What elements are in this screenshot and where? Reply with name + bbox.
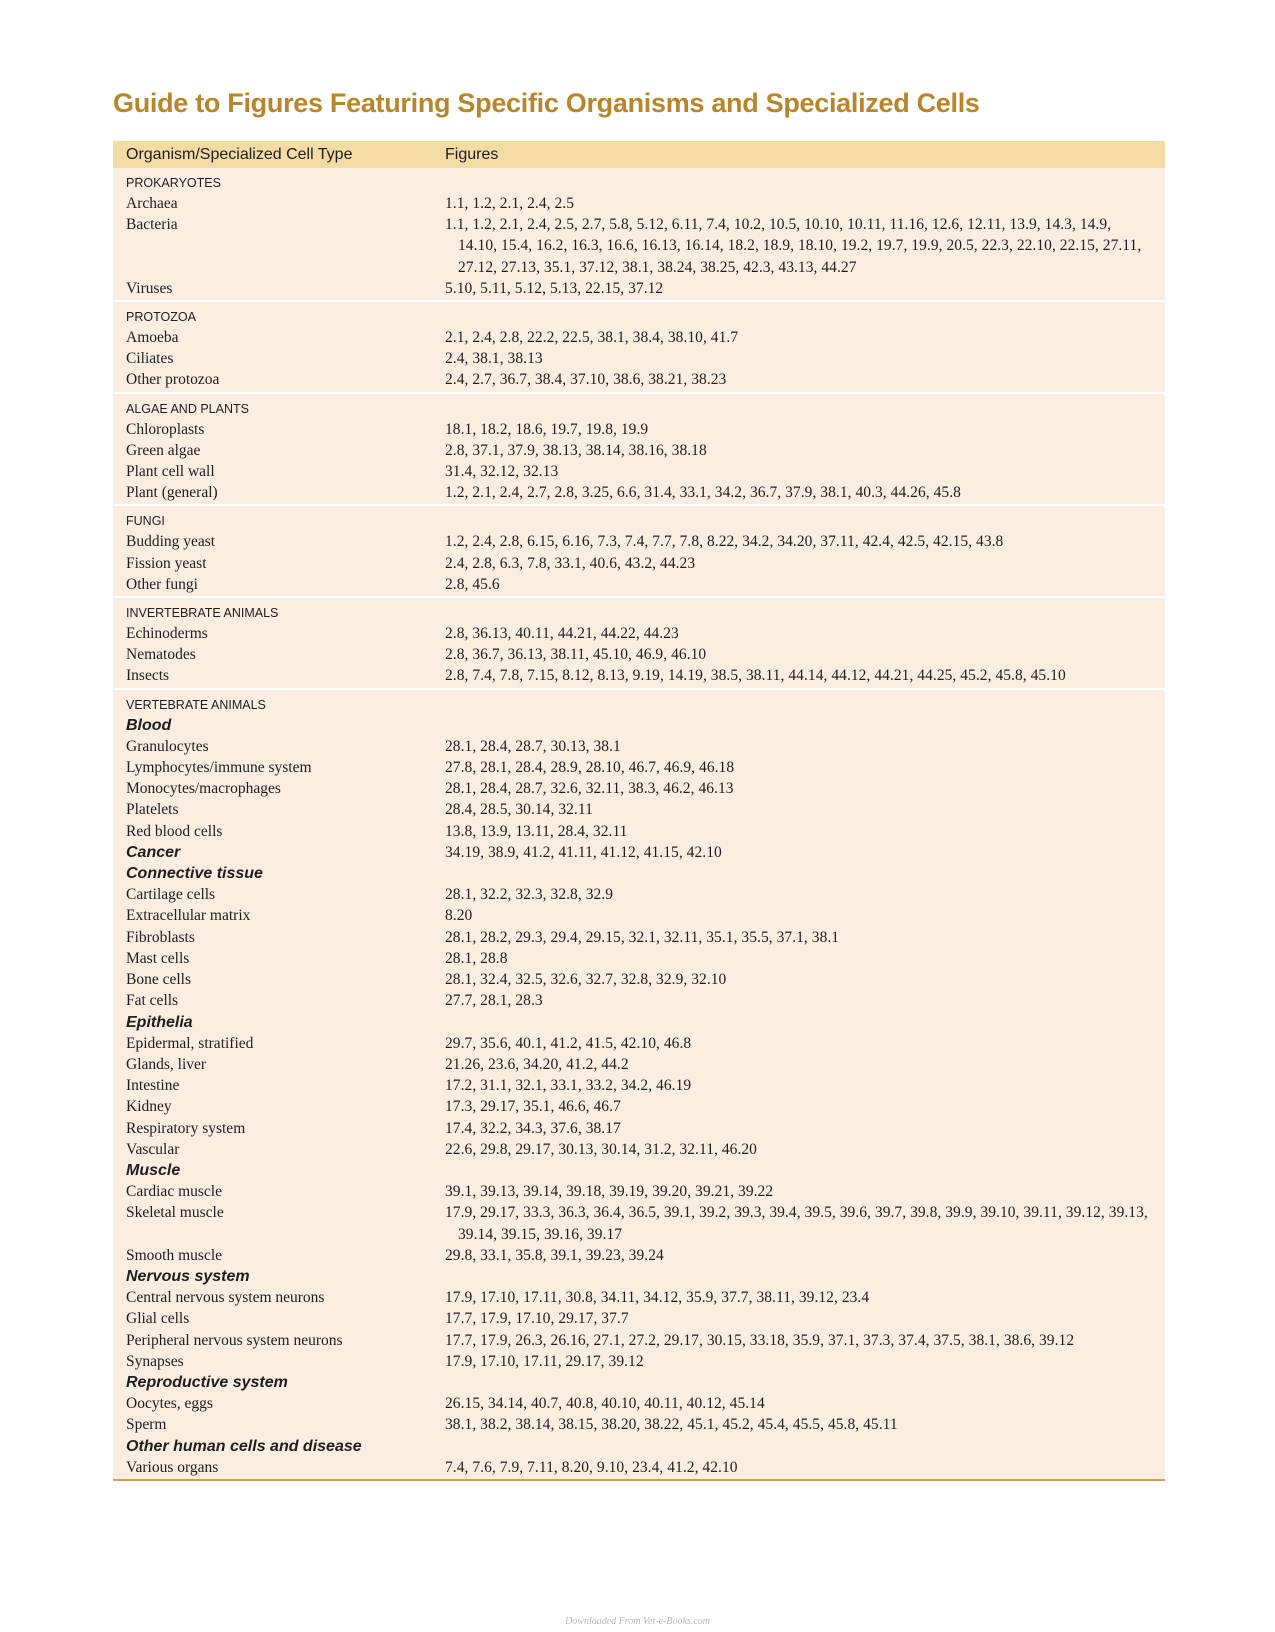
section-heading: PROTOZOA [126, 310, 196, 325]
organism-label: Mast cells [126, 949, 190, 967]
table-row [113, 1202, 1165, 1244]
table-row [113, 1181, 1165, 1202]
table-row [113, 1351, 1165, 1372]
table-row [113, 821, 1165, 842]
table-row [113, 574, 1165, 595]
table-row [113, 1393, 1165, 1414]
figure-list: 27.8, 28.1, 28.4, 28.9, 28.10, 46.7, 46.9, 46.18 [445, 759, 735, 777]
table-row [113, 905, 1165, 926]
organism-label: Amoeba [126, 329, 179, 347]
organism-label: Peripheral nervous system neurons [126, 1331, 343, 1349]
figure-list: 2.4, 2.8, 6.3, 7.8, 33.1, 40.6, 43.2, 44.23 [445, 554, 696, 572]
figure-list: 38.1, 38.2, 38.14, 38.15, 38.20, 38.22, 45.1, 45.2, 45.4, 45.5, 45.8, 45.11 [445, 1416, 898, 1434]
section-heading: PROKARYOTES [126, 176, 221, 190]
figure-list: 17.9, 17.10, 17.11, 30.8, 34.11, 34.12, 35.9, 37.7, 38.11, 39.12, 23.4 [445, 1289, 870, 1307]
organism-label: Oocytes, eggs [126, 1395, 213, 1413]
organism-label: Plant cell wall [126, 463, 215, 481]
organism-label: Fission yeast [126, 554, 207, 572]
organism-label: Chloroplasts [126, 420, 205, 438]
table-row [113, 1139, 1165, 1160]
table-row [113, 927, 1165, 948]
table-section [113, 168, 1165, 300]
organism-label: Extracellular matrix [126, 907, 251, 925]
section-heading: FUNGI [126, 514, 165, 529]
figure-list: 22.6, 29.8, 29.17, 30.13, 30.14, 31.2, 32.11, 46.20 [445, 1140, 757, 1158]
table-row [113, 440, 1165, 461]
subcategory-label: Epithelia [126, 1013, 193, 1031]
table-section [113, 688, 1165, 1479]
figure-list: 28.1, 28.2, 29.3, 29.4, 29.15, 32.1, 32.11, 35.1, 35.5, 37.1, 38.1 [445, 928, 840, 946]
page-title: Guide to Figures Featuring Specific Organisms and Specialized Cells [113, 88, 980, 118]
table-row [113, 948, 1165, 969]
figure-list: 17.7, 17.9, 17.10, 29.17, 37.7 [445, 1310, 629, 1328]
subcategory-label: Nervous system [126, 1267, 250, 1285]
table-row [113, 214, 1165, 278]
figure-list: 2.1, 2.4, 2.8, 22.2, 22.5, 38.1, 38.4, 38.10, 41.7 [445, 329, 739, 347]
figure-list: 17.7, 17.9, 26.3, 26.16, 27.1, 27.2, 29.17, 30.15, 33.18, 35.9, 37.1, 37.3, 37.4, 37.5, 38.1, 38.6, 39.12 [445, 1331, 1075, 1349]
organism-label: Archaea [126, 195, 178, 212]
figure-list: 1.1, 1.2, 2.1, 2.4, 2.5, 2.7, 5.8, 5.12, 6.11, 7.4, 10.2, 10.5, 10.10, 10.11, 11.16, 12.6, 12.11, 13.9, 14.3, 14.9, 14.10, 15.4, 16.2, 16.3, 16.6, 16.13, 16.14, 18.2, 18.9, 18.10, 19.2, 19.7, 19.9, 20.5, 22.3, 22.10, 22.15, 27.11, 27.12, 27.13, 35.1, 37.12, 38.1, 38.24, 38.25, 42.3, 43.13, 44.27 [445, 216, 1142, 276]
table-row [113, 1308, 1165, 1329]
figure-list: 34.19, 38.9, 41.2, 41.11, 41.12, 41.15, 42.10 [445, 843, 722, 861]
table-row [113, 1054, 1165, 1075]
figure-list: 7.4, 7.6, 7.9, 7.11, 8.20, 9.10, 23.4, 41.2, 42.10 [445, 1458, 738, 1476]
organism-label: Monocytes/macrophages [126, 780, 281, 798]
table-row [113, 644, 1165, 665]
organism-label: Fibroblasts [126, 928, 195, 946]
table-section [113, 504, 1165, 596]
figure-list: 2.4, 38.1, 38.13 [445, 350, 543, 368]
figures-guide-table [113, 141, 1165, 1481]
figure-list: 1.1, 1.2, 2.1, 2.4, 2.5 [445, 195, 575, 212]
table-row [113, 1075, 1165, 1096]
subcategory-row [113, 863, 1165, 884]
figure-list: 2.8, 36.7, 36.13, 38.11, 45.10, 46.9, 46.10 [445, 646, 707, 664]
organism-label: Cartilage cells [126, 886, 216, 904]
table-row [113, 884, 1165, 905]
figure-list: 39.1, 39.13, 39.14, 39.18, 39.19, 39.20, 39.21, 39.22 [445, 1183, 774, 1201]
figure-list: 29.7, 35.6, 40.1, 41.2, 41.5, 42.10, 46.8 [445, 1034, 692, 1052]
organism-label: Insects [126, 667, 170, 685]
subcategory-row [113, 1266, 1165, 1287]
organism-label: Respiratory system [126, 1119, 246, 1137]
subcategory-row [113, 842, 1165, 863]
table-row [113, 1118, 1165, 1139]
table-row [113, 482, 1165, 503]
subcategory-row [113, 715, 1165, 736]
figure-list: 2.8, 7.4, 7.8, 7.15, 8.12, 8.13, 9.19, 14.19, 38.5, 38.11, 44.14, 44.12, 44.21, 44.25, 45.2, 45.8, 45.10 [445, 667, 1066, 685]
subcategory-label: Muscle [126, 1161, 181, 1179]
table-body [113, 168, 1165, 1479]
header-organism: Organism/Specialized Cell Type [126, 146, 353, 163]
organism-label: Various organs [126, 1458, 219, 1476]
organism-label: Glands, liver [126, 1055, 207, 1073]
figure-list: 26.15, 34.14, 40.7, 40.8, 40.10, 40.11, 40.12, 45.14 [445, 1395, 765, 1413]
figure-list: 13.8, 13.9, 13.11, 28.4, 32.11 [445, 822, 628, 840]
figure-list: 28.4, 28.5, 30.14, 32.11 [445, 801, 593, 819]
table-row [113, 348, 1165, 369]
table-row [113, 193, 1165, 214]
table-row [113, 1287, 1165, 1308]
organism-label: Budding yeast [126, 533, 216, 551]
table-row [113, 969, 1165, 990]
figure-list: 2.8, 45.6 [445, 575, 500, 593]
table-section [113, 596, 1165, 688]
figure-list: 17.9, 29.17, 33.3, 36.3, 36.4, 36.5, 39.1, 39.2, 39.3, 39.4, 39.5, 39.6, 39.7, 39.8, 39.9, 39.10, 39.11, 39.12, 39.13, 39.14, 39.15, 39.16, 39.17 [445, 1204, 1148, 1243]
section-heading: INVERTEBRATE ANIMALS [126, 606, 279, 621]
figure-list: 1.2, 2.4, 2.8, 6.15, 6.16, 7.3, 7.4, 7.7, 7.8, 8.22, 34.2, 34.20, 37.11, 42.4, 42.5, 42.15, 43.8 [445, 533, 1004, 551]
subcategory-label: Connective tissue [126, 865, 263, 883]
header-figures: Figures [445, 146, 499, 163]
organism-label: Green algae [126, 441, 201, 459]
subcategory-label: Cancer [126, 843, 181, 861]
figure-list: 17.4, 32.2, 34.3, 37.6, 38.17 [445, 1119, 621, 1137]
figure-list: 17.9, 17.10, 17.11, 29.17, 39.12 [445, 1352, 644, 1370]
organism-label: Other fungi [126, 575, 198, 593]
section-heading: VERTEBRATE ANIMALS [126, 697, 266, 712]
table-row [113, 665, 1165, 686]
table-row [113, 778, 1165, 799]
footer-watermark: Downloaded From Vet-e-Books.com [565, 1616, 710, 1627]
table-row [113, 461, 1165, 482]
figure-list: 18.1, 18.2, 18.6, 19.7, 19.8, 19.9 [445, 420, 649, 438]
figure-list: 28.1, 28.4, 28.7, 32.6, 32.11, 38.3, 46.2, 46.13 [445, 780, 734, 798]
subcategory-label: Reproductive system [126, 1373, 288, 1391]
table-row [113, 1457, 1165, 1478]
figure-list: 27.7, 28.1, 28.3 [445, 992, 543, 1010]
subcategory-label: Blood [126, 716, 172, 734]
organism-label: Other protozoa [126, 371, 220, 389]
figure-list: 2.8, 36.13, 40.11, 44.21, 44.22, 44.23 [445, 625, 679, 643]
organism-label: Smooth muscle [126, 1246, 223, 1264]
organism-label: Fat cells [126, 992, 179, 1010]
figure-list: 28.1, 32.2, 32.3, 32.8, 32.9 [445, 886, 614, 904]
organism-label: Bone cells [126, 971, 191, 989]
table-row [113, 990, 1165, 1011]
figure-list: 21.26, 23.6, 34.20, 41.2, 44.2 [445, 1055, 629, 1073]
table-row [113, 419, 1165, 440]
organism-label: Bacteria [126, 216, 178, 234]
subcategory-row [113, 1436, 1165, 1457]
table-row [113, 531, 1165, 552]
table-row [113, 757, 1165, 778]
organism-label: Kidney [126, 1098, 172, 1116]
subcategory-row [113, 1160, 1165, 1181]
subcategory-row [113, 1012, 1165, 1033]
organism-label: Platelets [126, 801, 179, 819]
organism-label: Plant (general) [126, 484, 218, 502]
organism-label: Sperm [126, 1416, 167, 1434]
figure-list: 28.1, 32.4, 32.5, 32.6, 32.7, 32.8, 32.9, 32.10 [445, 971, 727, 989]
figure-list: 29.8, 33.1, 35.8, 39.1, 39.23, 39.24 [445, 1246, 664, 1264]
organism-label: Central nervous system neurons [126, 1289, 325, 1307]
table-row [113, 1096, 1165, 1117]
figure-list: 2.4, 2.7, 36.7, 38.4, 37.10, 38.6, 38.21, 38.23 [445, 371, 727, 389]
organism-label: Red blood cells [126, 822, 223, 840]
figure-list: 2.8, 37.1, 37.9, 38.13, 38.14, 38.16, 38.18 [445, 441, 707, 459]
table-row [113, 327, 1165, 348]
table-header [113, 141, 1165, 168]
organism-label: Viruses [126, 279, 173, 297]
section-heading: ALGAE AND PLANTS [126, 401, 249, 416]
figure-list: 28.1, 28.8 [445, 949, 508, 967]
organism-label: Cardiac muscle [126, 1183, 222, 1201]
figure-list: 5.10, 5.11, 5.12, 5.13, 22.15, 37.12 [445, 279, 664, 297]
organism-label: Epidermal, stratified [126, 1034, 254, 1052]
table-row [113, 1245, 1165, 1266]
organism-label: Intestine [126, 1077, 180, 1095]
organism-label: Ciliates [126, 350, 174, 368]
organism-label: Granulocytes [126, 737, 209, 755]
organism-label: Nematodes [126, 646, 196, 664]
figure-list: 31.4, 32.12, 32.13 [445, 463, 559, 481]
subcategory-row [113, 1372, 1165, 1393]
organism-label: Vascular [126, 1140, 180, 1158]
organism-label: Skeletal muscle [126, 1204, 224, 1222]
table-row [113, 1414, 1165, 1435]
table-row [113, 623, 1165, 644]
table-row [113, 736, 1165, 757]
table-section [113, 392, 1165, 505]
organism-label: Glial cells [126, 1310, 190, 1328]
table-row [113, 553, 1165, 574]
organism-label: Synapses [126, 1352, 184, 1370]
table-row [113, 1033, 1165, 1054]
table-row [113, 278, 1165, 299]
subcategory-label: Other human cells and disease [126, 1437, 362, 1455]
figure-list: 17.3, 29.17, 35.1, 46.6, 46.7 [445, 1098, 621, 1116]
figure-list: 28.1, 28.4, 28.7, 30.13, 38.1 [445, 737, 621, 755]
organism-label: Lymphocytes/immune system [126, 759, 312, 777]
figure-list: 17.2, 31.1, 32.1, 33.1, 33.2, 34.2, 46.19 [445, 1077, 692, 1095]
table-row [113, 369, 1165, 390]
table-row [113, 1330, 1165, 1351]
figure-list: 8.20 [445, 907, 473, 925]
figure-list: 1.2, 2.1, 2.4, 2.7, 2.8, 3.25, 6.6, 31.4, 33.1, 34.2, 36.7, 37.9, 38.1, 40.3, 44.26, 45.8 [445, 484, 961, 502]
organism-label: Echinoderms [126, 625, 208, 643]
table-section [113, 300, 1165, 392]
table-row [113, 799, 1165, 820]
